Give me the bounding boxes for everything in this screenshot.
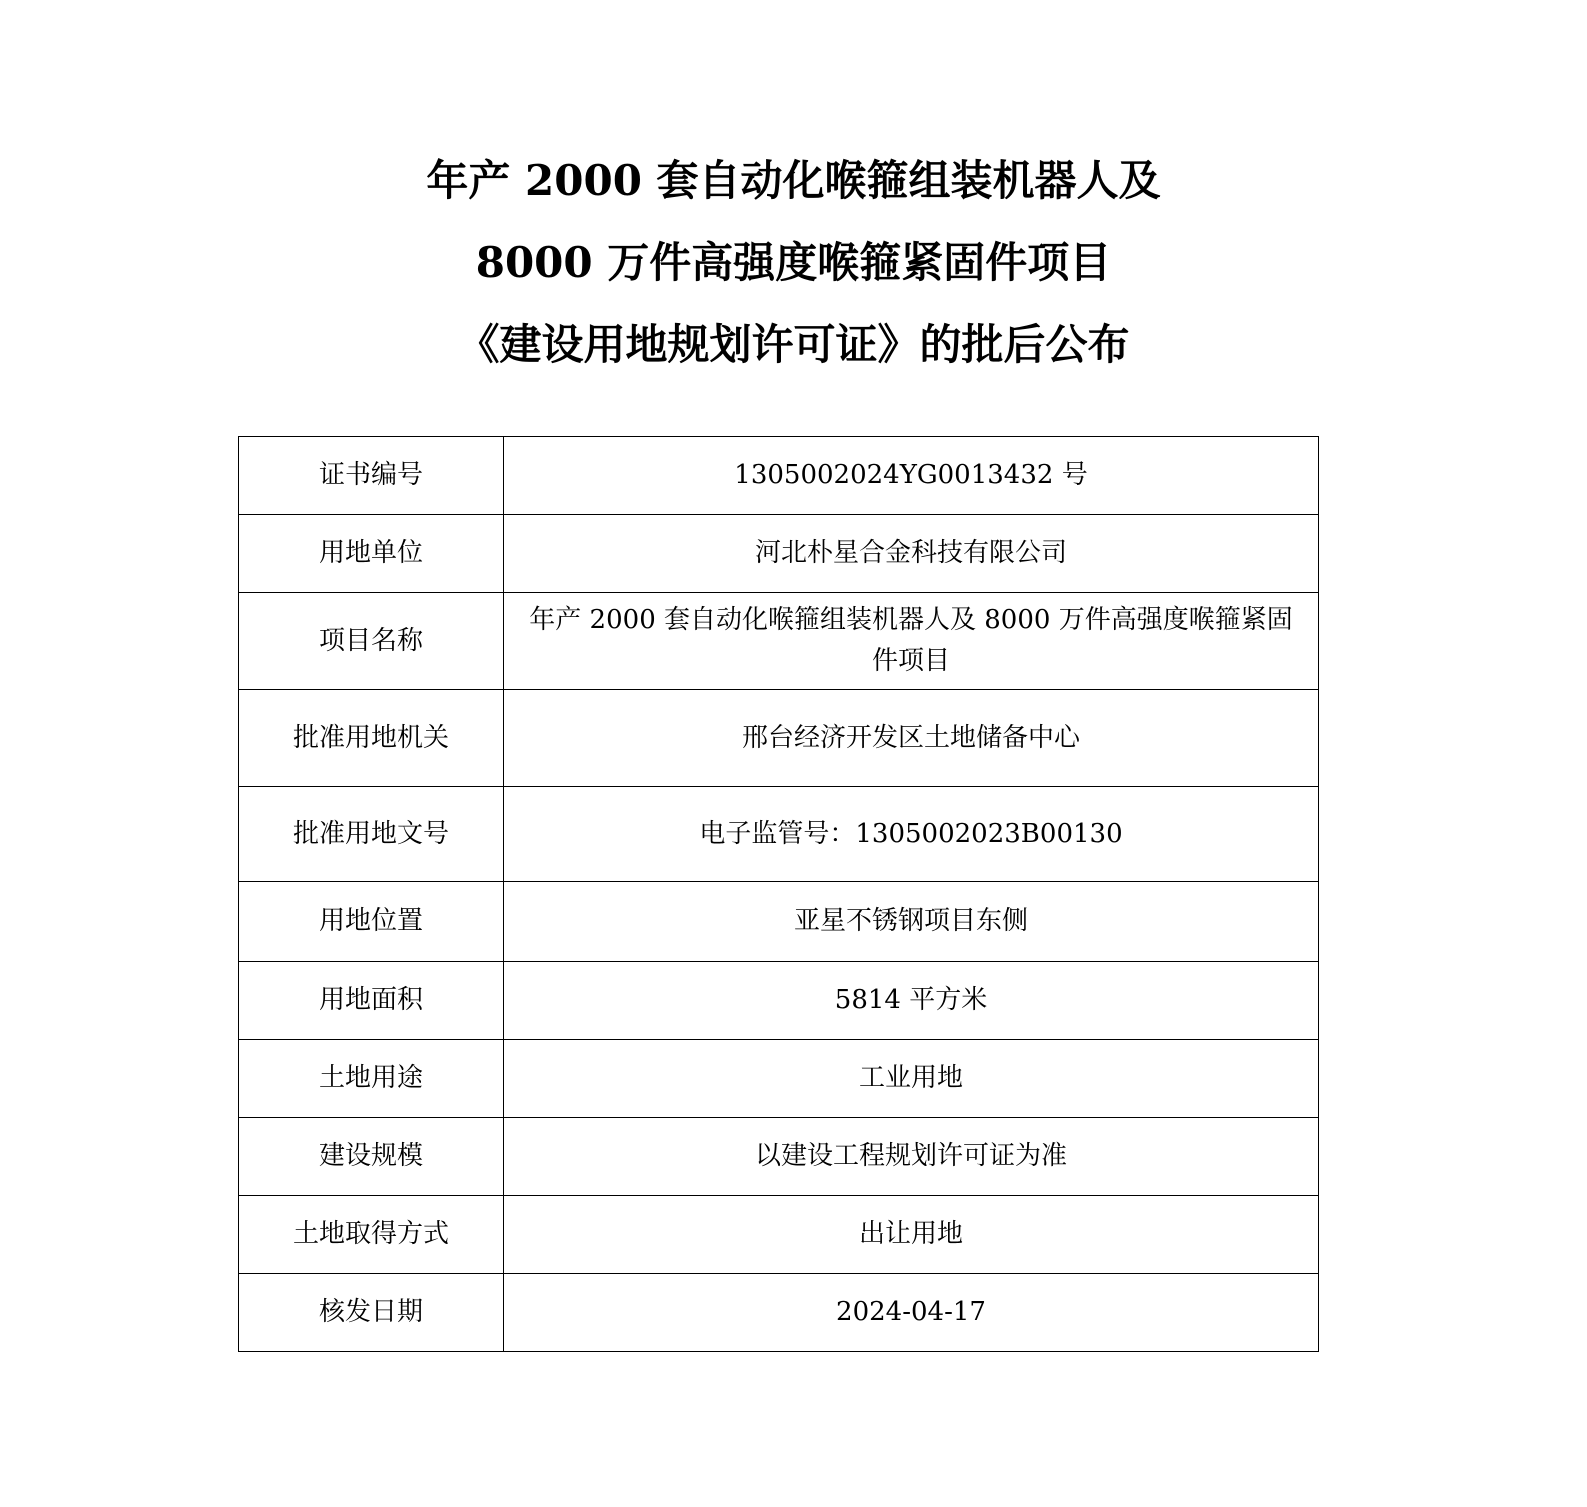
title-line-1: 年产 2000 套自动化喉箍组装机器人及 bbox=[426, 156, 1161, 205]
document-title bbox=[0, 140, 1587, 386]
row-value: 邢台经济开发区土地储备中心 bbox=[504, 690, 1319, 787]
row-label: 用地位置 bbox=[239, 882, 504, 962]
row-value: 出让用地 bbox=[504, 1196, 1319, 1274]
permit-info-table bbox=[238, 436, 1319, 1352]
row-label: 建设规模 bbox=[239, 1118, 504, 1196]
title-line-2: 8000 万件高强度喉箍紧固件项目 bbox=[475, 238, 1112, 287]
row-label: 批准用地文号 bbox=[239, 787, 504, 882]
row-label: 土地取得方式 bbox=[239, 1196, 504, 1274]
table-row-project-name bbox=[239, 593, 1319, 690]
table-row-approving-authority bbox=[239, 690, 1319, 787]
row-value: 年产 2000 套自动化喉箍组装机器人及 8000 万件高强度喉箍紧固件项目 bbox=[504, 593, 1319, 690]
row-value: 电子监管号：1305002023B00130 bbox=[504, 787, 1319, 882]
row-label: 证书编号 bbox=[239, 437, 504, 515]
row-label: 用地单位 bbox=[239, 515, 504, 593]
row-value: 河北朴星合金科技有限公司 bbox=[504, 515, 1319, 593]
row-value: 2024-04-17 bbox=[504, 1274, 1319, 1352]
row-label: 用地面积 bbox=[239, 962, 504, 1040]
row-label: 核发日期 bbox=[239, 1274, 504, 1352]
row-value: 1305002024YG0013432 号 bbox=[504, 437, 1319, 515]
table-row-construction-scale bbox=[239, 1118, 1319, 1196]
table-row-approval-document bbox=[239, 787, 1319, 882]
row-value: 5814 平方米 bbox=[504, 962, 1319, 1040]
row-value: 以建设工程规划许可证为准 bbox=[504, 1118, 1319, 1196]
table-row-certificate-number bbox=[239, 437, 1319, 515]
table-row-acquisition-method bbox=[239, 1196, 1319, 1274]
table-row-land-area bbox=[239, 962, 1319, 1040]
table-row-land-user bbox=[239, 515, 1319, 593]
title-line-3: 《建设用地规划许可证》的批后公布 bbox=[457, 320, 1130, 369]
row-label: 土地用途 bbox=[239, 1040, 504, 1118]
row-value: 工业用地 bbox=[504, 1040, 1319, 1118]
table-row-land-location bbox=[239, 882, 1319, 962]
row-label: 项目名称 bbox=[239, 593, 504, 690]
table-row-issue-date bbox=[239, 1274, 1319, 1352]
table-row-land-use bbox=[239, 1040, 1319, 1118]
row-label: 批准用地机关 bbox=[239, 690, 504, 787]
row-value: 亚星不锈钢项目东侧 bbox=[504, 882, 1319, 962]
